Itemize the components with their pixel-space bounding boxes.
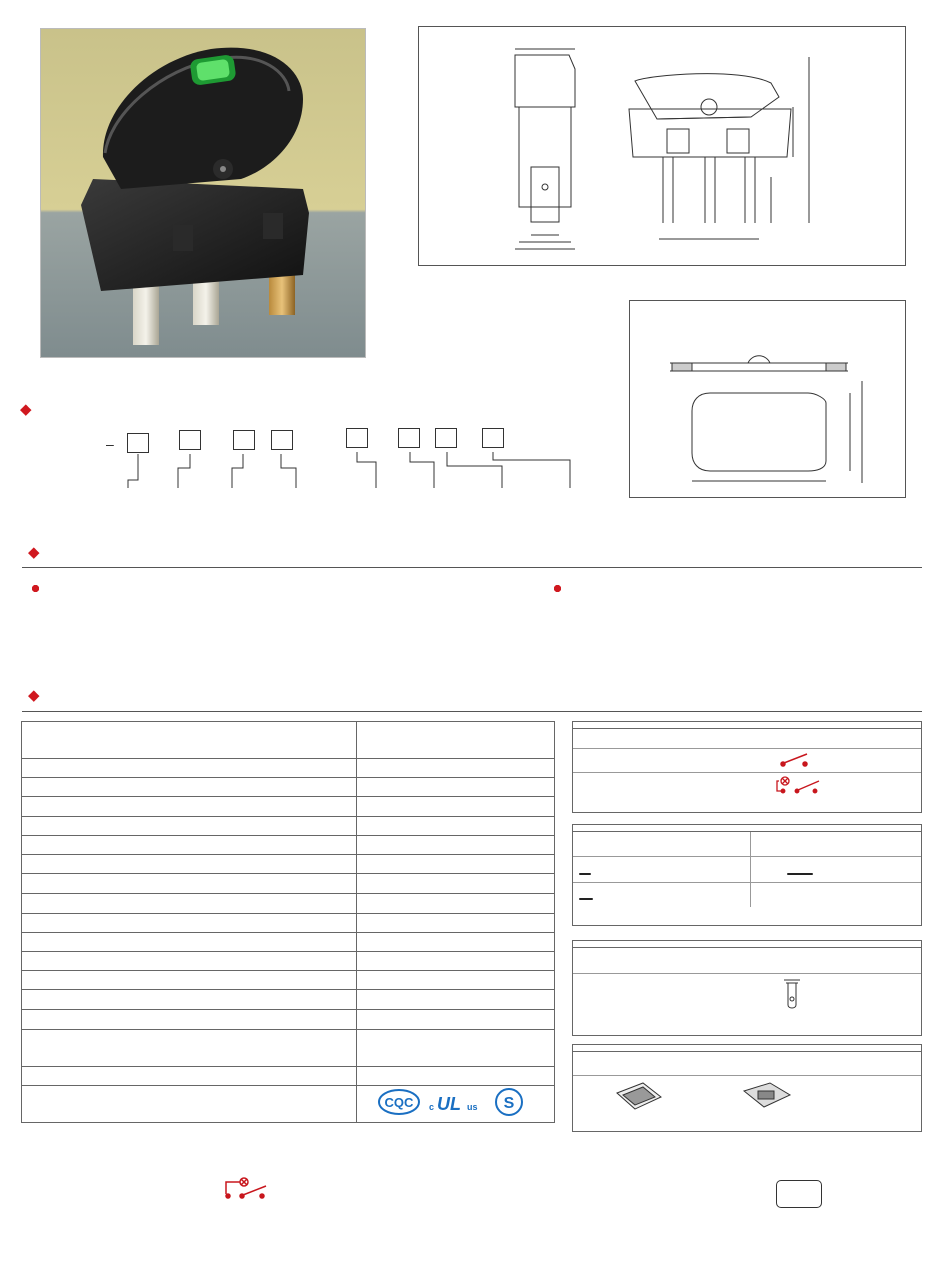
spec-label-zh (22, 817, 134, 836)
spec-label-en (134, 990, 356, 1010)
function-box (572, 721, 922, 813)
approval-marks-icon (375, 1086, 535, 1118)
spec-label-zh (22, 933, 134, 952)
code-box-actuator-color (346, 428, 368, 448)
spec-row (22, 933, 555, 952)
spec-row (22, 797, 555, 817)
spec-label-zh (22, 836, 134, 855)
marking-blank-icon (776, 1180, 822, 1208)
svg-text:CQC: CQC (384, 1095, 414, 1110)
spec-value (356, 952, 554, 971)
spec-label-en (134, 933, 356, 952)
table-row (573, 883, 921, 907)
marking-glyph-on (787, 873, 813, 875)
spec-value (356, 1067, 554, 1086)
spec-value (356, 1010, 554, 1030)
spec-label-zh (22, 1086, 134, 1123)
shell-shape-icon (740, 1079, 794, 1115)
spec-label-zh (22, 778, 134, 797)
rocker-switch-image (41, 29, 366, 358)
spec-label-en (134, 817, 356, 836)
code-box-marking (435, 428, 457, 448)
spec-label-en (134, 1067, 356, 1086)
svg-text:UL: UL (437, 1094, 462, 1114)
switch-drawing-svg (419, 27, 905, 265)
advantage-heading (28, 541, 46, 563)
diamond-icon: ◆ (20, 401, 32, 418)
spec-row (22, 971, 555, 990)
function-title (573, 722, 921, 729)
spec-value (356, 971, 554, 990)
spec-label-zh (22, 1030, 134, 1067)
shell-title (573, 1045, 921, 1052)
terminal-icon (762, 977, 822, 1016)
example-circuitry (206, 1174, 282, 1207)
spec-value (356, 797, 554, 817)
spec-row (22, 817, 555, 836)
function-header (573, 729, 921, 749)
svg-text:c: c (429, 1102, 435, 1112)
spec-row (22, 1086, 555, 1123)
spec-value (356, 855, 554, 874)
spec-label-zh (22, 990, 134, 1010)
example-marking (766, 1174, 832, 1208)
spec-row (22, 874, 555, 894)
spec-label-en (134, 1010, 356, 1030)
spec-label-en (134, 836, 356, 855)
spec-row (22, 952, 555, 971)
cutout-drawing (629, 300, 906, 498)
spec-value (356, 874, 554, 894)
marking-box (572, 824, 922, 926)
marking-glyph-o-i (579, 898, 593, 900)
svg-text:us: us (467, 1102, 478, 1112)
dimension-drawing (418, 26, 906, 266)
circuit-icon (206, 1174, 282, 1207)
marking-glyph-o-dash (579, 873, 591, 875)
terminal-title (573, 941, 921, 948)
spec-value (356, 778, 554, 797)
spec-label-zh (22, 914, 134, 933)
spec-label-en (134, 722, 356, 759)
spec-label-zh (22, 952, 134, 971)
code-box-housing (233, 430, 255, 450)
circuit-lamp-icon (762, 775, 838, 798)
part-number-connectors (40, 450, 580, 492)
spec-label-zh (22, 797, 134, 817)
spec-value (356, 722, 554, 759)
spec-value (356, 894, 554, 914)
cutout-svg (630, 341, 905, 497)
spec-value (356, 990, 554, 1010)
spec-row (22, 722, 555, 759)
svg-text:S: S (503, 1095, 515, 1112)
divider (22, 567, 922, 568)
spec-label-en (134, 874, 356, 894)
product-photo (40, 28, 366, 358)
series-dash: – (106, 436, 114, 452)
spec-label-en (134, 759, 356, 778)
spec-label-en (134, 894, 356, 914)
spec-value (356, 1086, 554, 1123)
spec-label-zh (22, 722, 134, 759)
spec-row (22, 778, 555, 797)
spec-row (22, 990, 555, 1010)
spec-row (22, 1030, 555, 1067)
table-row (573, 773, 921, 799)
spec-label-en (134, 778, 356, 797)
spec-row (22, 759, 555, 778)
table-row (573, 974, 921, 1018)
table-row (573, 1076, 921, 1118)
diamond-icon: ◆ (28, 544, 40, 561)
shell-shapes (573, 1079, 832, 1115)
spec-label-zh (22, 894, 134, 914)
spec-label-en (134, 1086, 356, 1123)
spec-label-zh (22, 759, 134, 778)
spec-label-en (134, 797, 356, 817)
marking-header (573, 832, 921, 857)
spec-value (356, 817, 554, 836)
part-number-heading (20, 398, 38, 420)
spec-label-en (134, 855, 356, 874)
spec-value (356, 914, 554, 933)
specs-heading (28, 684, 46, 706)
table-row (573, 857, 921, 883)
code-box-marking-color (482, 428, 504, 448)
spec-row (22, 914, 555, 933)
shell-shape-icon (611, 1079, 665, 1115)
terminal-box (572, 940, 922, 1036)
spec-row (22, 894, 555, 914)
spec-value (356, 759, 554, 778)
spec-value (356, 836, 554, 855)
code-box-housing-color (398, 428, 420, 448)
example-switch-function (292, 1174, 404, 1177)
diamond-icon: ◆ (28, 687, 40, 704)
spec-label-zh (22, 874, 134, 894)
circuit-icon (752, 750, 838, 771)
spec-label-en (134, 914, 356, 933)
spec-table (21, 721, 555, 1123)
shell-header (573, 1052, 921, 1076)
shell-box (572, 1044, 922, 1132)
code-box-actuator (179, 430, 201, 450)
code-box-terminal (271, 430, 293, 450)
spec-label-zh (22, 1067, 134, 1086)
divider (22, 711, 922, 712)
spec-row (22, 836, 555, 855)
spec-row (22, 855, 555, 874)
spec-label-en (134, 952, 356, 971)
spec-label-en (134, 1030, 356, 1067)
terminal-header (573, 948, 921, 974)
spec-label-zh (22, 855, 134, 874)
table-row (573, 749, 921, 773)
spec-label-en (134, 971, 356, 990)
spec-label-zh (22, 1010, 134, 1030)
spec-value (356, 933, 554, 952)
example-part-number (28, 1174, 168, 1182)
spec-value (356, 1030, 554, 1067)
spec-row (22, 1067, 555, 1086)
spec-label-zh (22, 971, 134, 990)
spec-row (22, 1010, 555, 1030)
